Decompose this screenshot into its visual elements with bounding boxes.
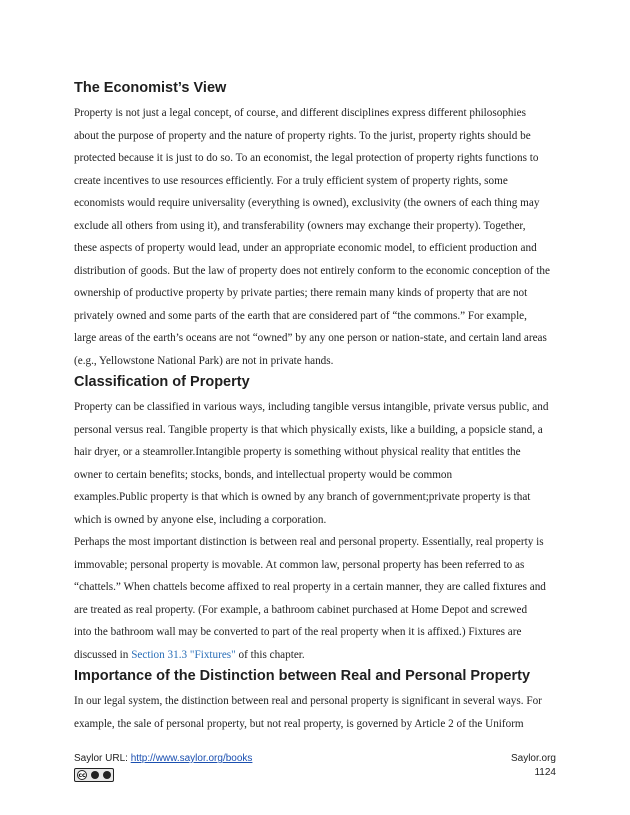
paragraph-line: distribution of goods. But the law of property does not entirely conform to the economic conception of the [74,264,550,277]
section-heading-economists-view: The Economist’s View [74,80,227,96]
nc-noncommercial-icon [103,771,111,779]
footer-url-label: Saylor URL: [74,753,131,764]
paragraph-line: (e.g., Yellowstone National Park) are not in private hands. [74,354,334,367]
section-fixtures-link[interactable]: Section 31.3 "Fixtures" [131,648,236,661]
link-suffix-text: of this chapter. [235,648,305,661]
paragraph-line: “chattels.” When chattels become affixed to real property in a certain manner, they are called fixtures and [74,581,546,593]
footer-site: Saylor.org [510,753,556,764]
paragraph-line: privately owned and some parts of the earth that are considered part of “the commons.” For example, [74,309,527,322]
paragraph-line: Property is not just a legal concept, of course, and different disciplines express different philosophies [74,107,526,119]
paragraph-line: examples.Public property is that which is owned by any branch of government;private property is that [74,491,531,503]
section-heading-classification: Classification of Property [74,374,250,390]
paragraph-line: In our legal system, the distinction between real and personal property is significant in several ways. For [74,695,542,707]
paragraph-line: which is owned by anyone else, including a corporation. [74,513,327,526]
paragraph-line: these aspects of property would lead, under an appropriate economic model, to efficient production and [74,242,537,254]
creative-commons-license-icon [74,768,114,782]
link-prefix-text: discussed in [74,648,132,661]
paragraph-line: example, the sale of personal property, but not real property, is governed by Article 2 of the Uniform [74,717,524,730]
paragraph-line: Perhaps the most important distinction is between real and personal property. Essentially, real property is [74,536,544,548]
paragraph-line: are treated as real property. (For example, a bathroom cabinet purchased at Home Depot and screwed [74,603,528,616]
cc-logo-icon: cc [78,772,86,779]
section-heading-importance: Importance of the Distinction between Real and Personal Property [74,668,531,684]
paragraph-line-with-link [74,649,305,661]
footer-page-number: 1124 [534,767,556,778]
paragraph-line: create incentives to use resources efficiently. For a truly efficient system of property rights, some [74,174,508,187]
footer-url [74,753,252,764]
paragraph-line: into the bathroom wall may be converted to part of the real property when it is affixed.) Fixtures are [74,626,522,638]
paragraph-line: hair dryer, or a steamroller.Intangible property is something without physical reality that entitles the [74,446,521,458]
paragraph-line: personal versus real. Tangible property is that which physically exists, like a building, a popsicle stand, a [74,423,543,436]
paragraph-line: immovable; personal property is movable. At common law, personal property has been referred to as [74,558,525,571]
paragraph-line: economists would require universality (everything is owned), exclusivity (the owners of each thing may [74,197,540,209]
paragraph-line: protected because it is just to do so. To an economist, the legal protection of property rights functions to [74,152,539,164]
paragraph-line: Property can be classified in various ways, including tangible versus intangible, private versus public, and [74,401,549,413]
paragraph-line: large areas of the earth’s oceans are not “owned” by any one person or nation-state, and certain land areas [74,332,547,344]
paragraph-line: exclude all others from using it), and transferability (owners may exchange their property). Together, [74,219,526,232]
paragraph-line: owner to certain benefits; stocks, bonds, and intellectual property would be common [74,468,453,481]
paragraph-line: about the purpose of property and the nature of property rights. To the jurist, property rights should be [74,129,531,142]
by-attribution-icon [91,771,99,779]
saylor-books-link[interactable]: http://www.saylor.org/books [130,753,253,764]
paragraph-line: ownership of productive property by private parties; there remain many kinds of property that are not [74,287,528,299]
